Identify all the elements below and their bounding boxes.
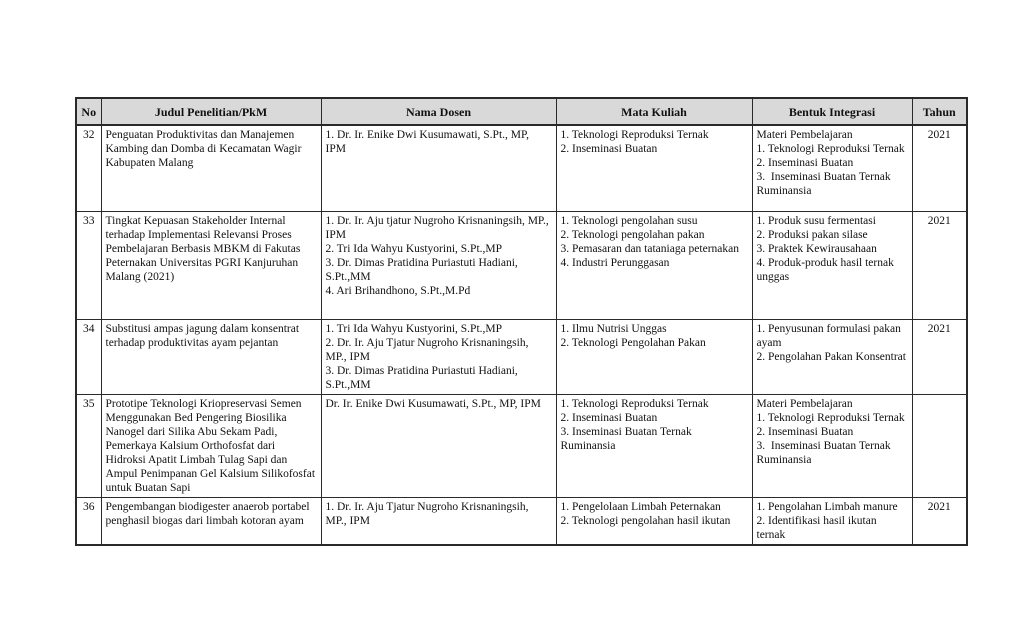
list-line: 3. Inseminasi Buatan Ternak Ruminansia: [756, 171, 894, 197]
cell-mata-kuliah: [556, 394, 752, 497]
cell-judul: Pengembangan biodigester anaerob portabel penghasil biogas dari limbah kotoran ayam: [101, 497, 321, 545]
column-header-judul: Judul Penelitian/PkM: [101, 98, 321, 125]
list-line: 1. Teknologi pengolahan susu: [560, 214, 698, 227]
list-line: 2. Inseminasi Buatan: [560, 411, 658, 424]
list-line: 2. Teknologi Pengolahan Pakan: [560, 336, 706, 349]
column-header-no: No: [76, 98, 101, 125]
list-line: 2. Inseminasi Buatan: [560, 143, 658, 155]
cell-dosen: [321, 211, 556, 319]
research-integration-table: [75, 97, 968, 546]
cell-bentuk-integrasi: [752, 394, 912, 497]
list-line: 1. Tri Ida Wahyu Kustyorini, S.Pt.,MP: [325, 322, 503, 335]
list-line: 1. Teknologi Reproduksi Ternak: [756, 411, 905, 424]
cell-judul: Penguatan Produktivitas dan Manajemen Kambing dan Domba di Kecamatan Wagir Kabupaten Malang: [101, 125, 321, 211]
column-header-dosen: Nama Dosen: [321, 98, 556, 125]
cell-dosen: [321, 394, 556, 497]
cell-judul: Substitusi ampas jagung dalam konsentrat terhadap produktivitas ayam pejantan: [101, 319, 321, 394]
table-row: [76, 319, 967, 394]
cell-bentuk-integrasi: [752, 211, 912, 319]
table-header: [76, 98, 967, 125]
table-row: [76, 211, 967, 319]
cell-mata-kuliah: [556, 211, 752, 319]
list-line: 2. Inseminasi Buatan: [756, 425, 854, 438]
cell-bentuk-integrasi: [752, 497, 912, 545]
cell-no: 33: [76, 211, 101, 319]
column-header-bentuk-integrasi: Bentuk Integrasi: [752, 98, 912, 125]
cell-bentuk-integrasi: [752, 319, 912, 394]
list-line: 4. Ari Brihandhono, S.Pt.,M.Pd: [325, 284, 471, 297]
cell-dosen: [321, 497, 556, 545]
list-line: 2. Teknologi pengolahan hasil ikutan: [560, 514, 731, 527]
cell-dosen: [321, 319, 556, 394]
column-header-tahun: Tahun: [912, 98, 967, 125]
cell-tahun: 2021: [912, 497, 967, 545]
table-row: [76, 394, 967, 497]
list-line: 2. Identifikasi hasil ikutan ternak: [756, 514, 880, 541]
list-line: Materi Pembelajaran: [756, 397, 853, 410]
list-line: 1. Teknologi Reproduksi Ternak: [560, 397, 709, 410]
list-line: 3. Praktek Kewirausahaan: [756, 242, 877, 255]
list-line: 3. Pemasaran dan tataniaga peternakan: [560, 242, 739, 255]
list-line: 1. Dr. Ir. Aju Tjatur Nugroho Krisnaningsih, MP., IPM: [325, 500, 532, 527]
list-line: 1. Teknologi Reproduksi Ternak: [560, 129, 709, 141]
cell-no: 32: [76, 125, 101, 211]
header-row: [76, 98, 967, 125]
cell-no: 34: [76, 319, 101, 394]
table-row: [76, 497, 967, 545]
list-line: 2. Inseminasi Buatan: [756, 157, 854, 169]
cell-judul: Tingkat Kepuasan Stakeholder Internal terhadap Implementasi Relevansi Proses Pembelajaran Berbasis MBKM di Fakutas Peternakan Universitas PGRI Kanjuruhan Malang (2021): [101, 211, 321, 319]
list-line: 2. Teknologi pengolahan pakan: [560, 228, 705, 241]
list-line: 3. Inseminasi Buatan Ternak Ruminansia: [756, 439, 894, 466]
list-line: Dr. Ir. Enike Dwi Kusumawati, S.Pt., MP, IPM: [325, 397, 541, 410]
cell-mata-kuliah: [556, 319, 752, 394]
list-line: 1. Ilmu Nutrisi Unggas: [560, 322, 667, 335]
cell-no: 36: [76, 497, 101, 545]
list-line: 4. Produk-produk hasil ternak unggas: [756, 256, 897, 283]
list-line: 1. Dr. Ir. Enike Dwi Kusumawati, S.Pt., MP, IPM: [325, 129, 532, 155]
list-line: 1. Pengelolaan Limbah Peternakan: [560, 500, 721, 513]
cell-tahun: 2021: [912, 319, 967, 394]
cell-mata-kuliah: [556, 497, 752, 545]
list-line: 1. Teknologi Reproduksi Ternak: [756, 143, 905, 155]
cell-no: 35: [76, 394, 101, 497]
table-row: [76, 125, 967, 211]
cell-tahun: [912, 394, 967, 497]
list-line: 2. Dr. Ir. Aju Tjatur Nugroho Krisnaningsih, MP., IPM: [325, 336, 532, 363]
list-line: 3. Dr. Dimas Pratidina Puriastuti Hadiani, S.Pt.,MM: [325, 256, 521, 283]
list-line: 1. Produk susu fermentasi: [756, 214, 876, 227]
cell-mata-kuliah: [556, 125, 752, 211]
list-line: 1. Penyusunan formulasi pakan ayam: [756, 322, 904, 349]
cell-bentuk-integrasi: [752, 125, 912, 211]
list-line: 2. Pengolahan Pakan Konsentrat: [756, 350, 906, 363]
list-line: 1. Dr. Ir. Aju tjatur Nugroho Krisnaningsih, MP., IPM: [325, 214, 552, 241]
list-line: 2. Produksi pakan silase: [756, 228, 868, 241]
list-line: 4. Industri Perunggasan: [560, 256, 670, 269]
cell-tahun: 2021: [912, 211, 967, 319]
list-line: 2. Tri Ida Wahyu Kustyorini, S.Pt.,MP: [325, 242, 503, 255]
cell-tahun: 2021: [912, 125, 967, 211]
list-line: 3. Inseminasi Buatan Ternak Ruminansia: [560, 425, 695, 452]
list-line: 3. Dr. Dimas Pratidina Puriastuti Hadiani, S.Pt.,MM: [325, 364, 521, 391]
column-header-mata-kuliah: Mata Kuliah: [556, 98, 752, 125]
list-line: 1. Pengolahan Limbah manure: [756, 500, 898, 513]
cell-dosen: [321, 125, 556, 211]
list-line: Materi Pembelajaran: [756, 129, 853, 141]
table-body: [76, 125, 967, 545]
cell-judul: Prototipe Teknologi Kriopreservasi Semen Menggunakan Bed Pengering Biosilika Nanogel dari Silika Abu Sekam Padi, Pemerkaya Kalsium Orthofosfat dari Hidroksi Apatit Limbah Tulag Sapi dan Ampul Penimpanan Gel Kalsium Silikofosfat untuk Buatan Sapi: [101, 394, 321, 497]
